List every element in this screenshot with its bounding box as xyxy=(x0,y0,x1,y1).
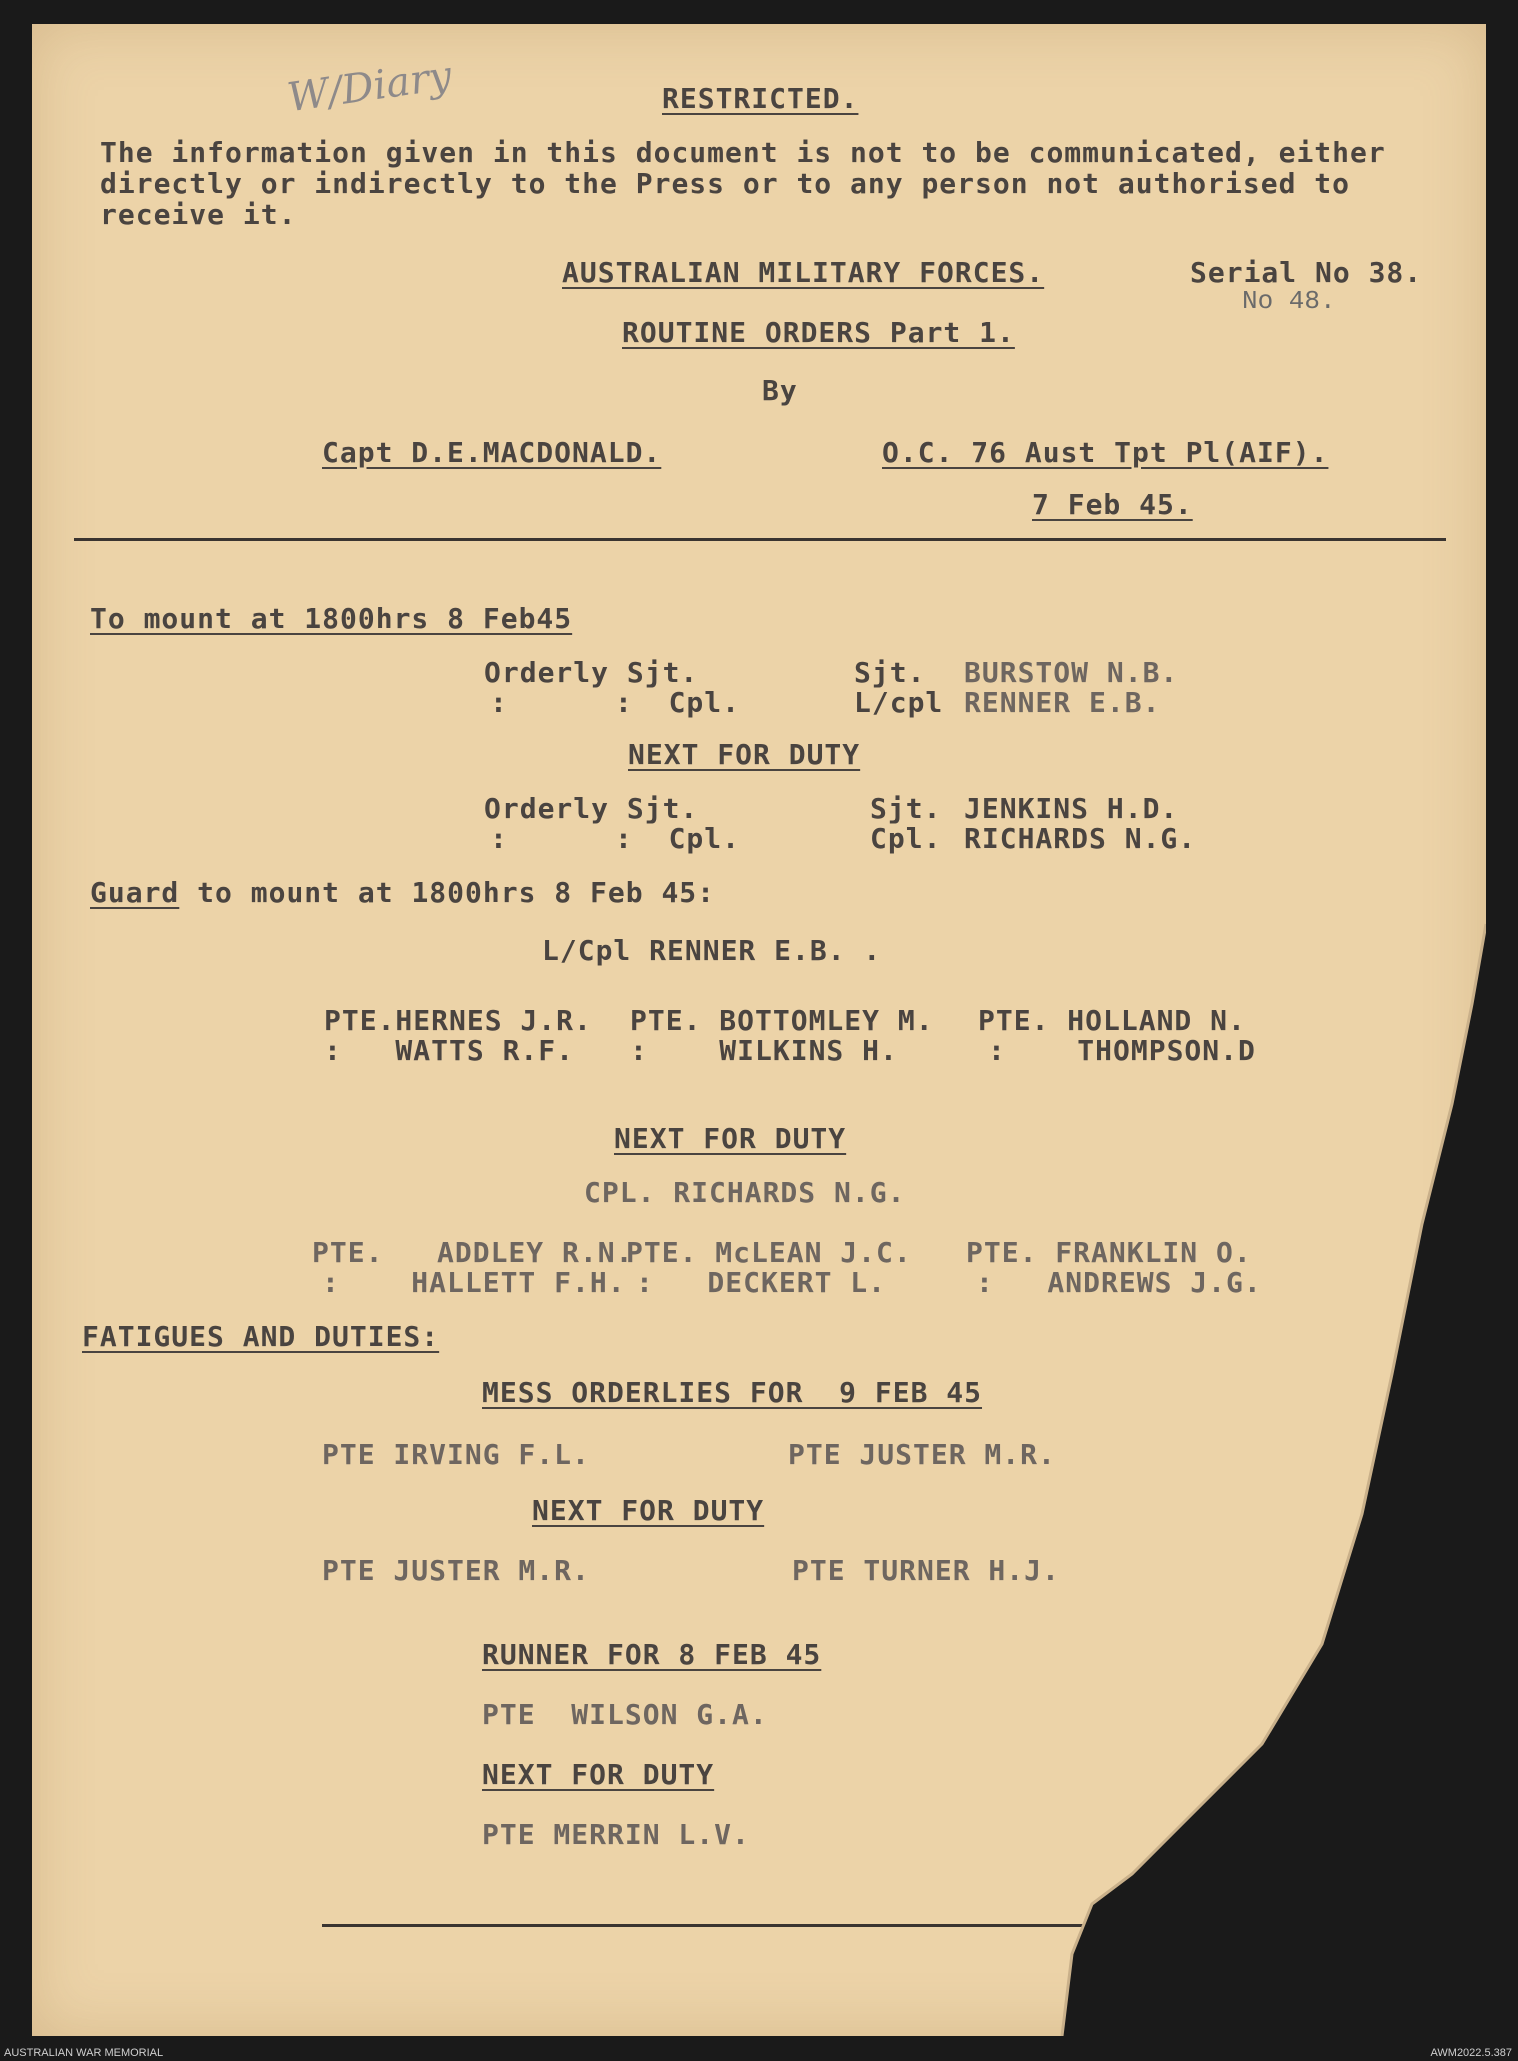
by-label: By xyxy=(762,374,798,407)
unit-name: O.C. 76 Aust Tpt Pl(AIF). xyxy=(882,436,1329,469)
orders-title: ROUTINE ORDERS Part 1. xyxy=(622,316,1015,349)
runner-heading: RUNNER FOR 8 FEB 45 xyxy=(482,1638,822,1671)
mess-heading: MESS ORDERLIES FOR 9 FEB 45 xyxy=(482,1376,983,1409)
guard-commander: L/Cpl RENNER E.B. . xyxy=(542,934,882,967)
document-page xyxy=(32,24,1486,2036)
torn-paper-edge xyxy=(32,24,1486,2036)
orderly-rank: L/cpl xyxy=(854,686,944,719)
orderly-next-name: JENKINS H.D. xyxy=(964,792,1179,825)
guard-next-member: PTE. FRANKLIN O. xyxy=(966,1236,1252,1269)
orderly-next-heading: NEXT FOR DUTY xyxy=(628,738,861,771)
footer-source: AUSTRALIAN WAR MEMORIAL xyxy=(4,2047,164,2059)
footer-reference: AWM2022.5.387 xyxy=(1430,2047,1512,2059)
guard-next-member: : ANDREWS J.G. xyxy=(976,1266,1262,1299)
guard-member: : WILKINS H. xyxy=(630,1034,898,1067)
orderly-next-role: : : Cpl. xyxy=(490,822,741,855)
orderly-heading: To mount at 1800hrs 8 Feb45 xyxy=(90,602,573,635)
mess-next-orderly: PTE TURNER H.J. xyxy=(792,1554,1060,1587)
notice-line-3: receive it. xyxy=(100,198,297,231)
notice-line-1: The information given in this document is not to be communicated, either xyxy=(100,136,1386,169)
orderly-role: Orderly Sjt. xyxy=(484,656,699,689)
officer-name: Capt D.E.MACDONALD. xyxy=(322,436,662,469)
restricted-heading: RESTRICTED. xyxy=(662,82,859,115)
guard-next-member: : HALLETT F.H. xyxy=(322,1266,626,1299)
orderly-next-rank: Sjt. xyxy=(870,792,942,825)
guard-member: : WATTS R.F. xyxy=(324,1034,575,1067)
orderly-name: BURSTOW N.B. xyxy=(964,656,1179,689)
orderly-name: RENNER E.B. xyxy=(964,686,1161,719)
guard-next-heading: NEXT FOR DUTY xyxy=(614,1122,847,1155)
guard-heading-word: Guard xyxy=(90,876,180,909)
serial-number: Serial No 38. xyxy=(1190,256,1423,289)
runner-next-heading: NEXT FOR DUTY xyxy=(482,1758,715,1791)
guard-heading-rest: to mount at 1800hrs 8 Feb 45: xyxy=(179,876,716,909)
notice-line-2: directly or indirectly to the Press or to any person not authorised to xyxy=(100,167,1351,200)
orderly-next-role: Orderly Sjt. xyxy=(484,792,699,825)
guard-member: PTE. BOTTOMLEY M. xyxy=(630,1004,934,1037)
serial-stamp: No 48. xyxy=(1242,286,1336,316)
runner-next-name: PTE MERRIN L.V. xyxy=(482,1818,750,1851)
mess-next-heading: NEXT FOR DUTY xyxy=(532,1494,765,1527)
guard-next-commander: CPL. RICHARDS N.G. xyxy=(584,1176,906,1209)
guard-member: : THOMPSON.D xyxy=(988,1034,1256,1067)
handwritten-annotation: W/Diary xyxy=(284,52,455,122)
mess-orderly: PTE JUSTER M.R. xyxy=(788,1438,1056,1471)
guard-member: PTE.HERNES J.R. xyxy=(324,1004,592,1037)
orderly-role: : : Cpl. xyxy=(490,686,741,719)
mess-next-orderly: PTE JUSTER M.R. xyxy=(322,1554,590,1587)
orderly-next-rank: Cpl. xyxy=(870,822,942,855)
runner-name: PTE WILSON G.A. xyxy=(482,1698,768,1731)
mess-orderly: PTE IRVING F.L. xyxy=(322,1438,590,1471)
guard-next-member: : DECKERT L. xyxy=(636,1266,887,1299)
orderly-next-name: RICHARDS N.G. xyxy=(964,822,1197,855)
order-date: 7 Feb 45. xyxy=(1032,488,1193,521)
orderly-rank: Sjt. xyxy=(854,656,926,689)
guard-member: PTE. HOLLAND N. xyxy=(978,1004,1246,1037)
fatigues-heading: FATIGUES AND DUTIES: xyxy=(82,1320,440,1353)
guard-next-member: PTE. McLEAN J.C. xyxy=(626,1236,912,1269)
forces-heading: AUSTRALIAN MILITARY FORCES. xyxy=(562,256,1045,289)
guard-next-member: PTE. ADDLEY R.N. xyxy=(312,1236,634,1269)
